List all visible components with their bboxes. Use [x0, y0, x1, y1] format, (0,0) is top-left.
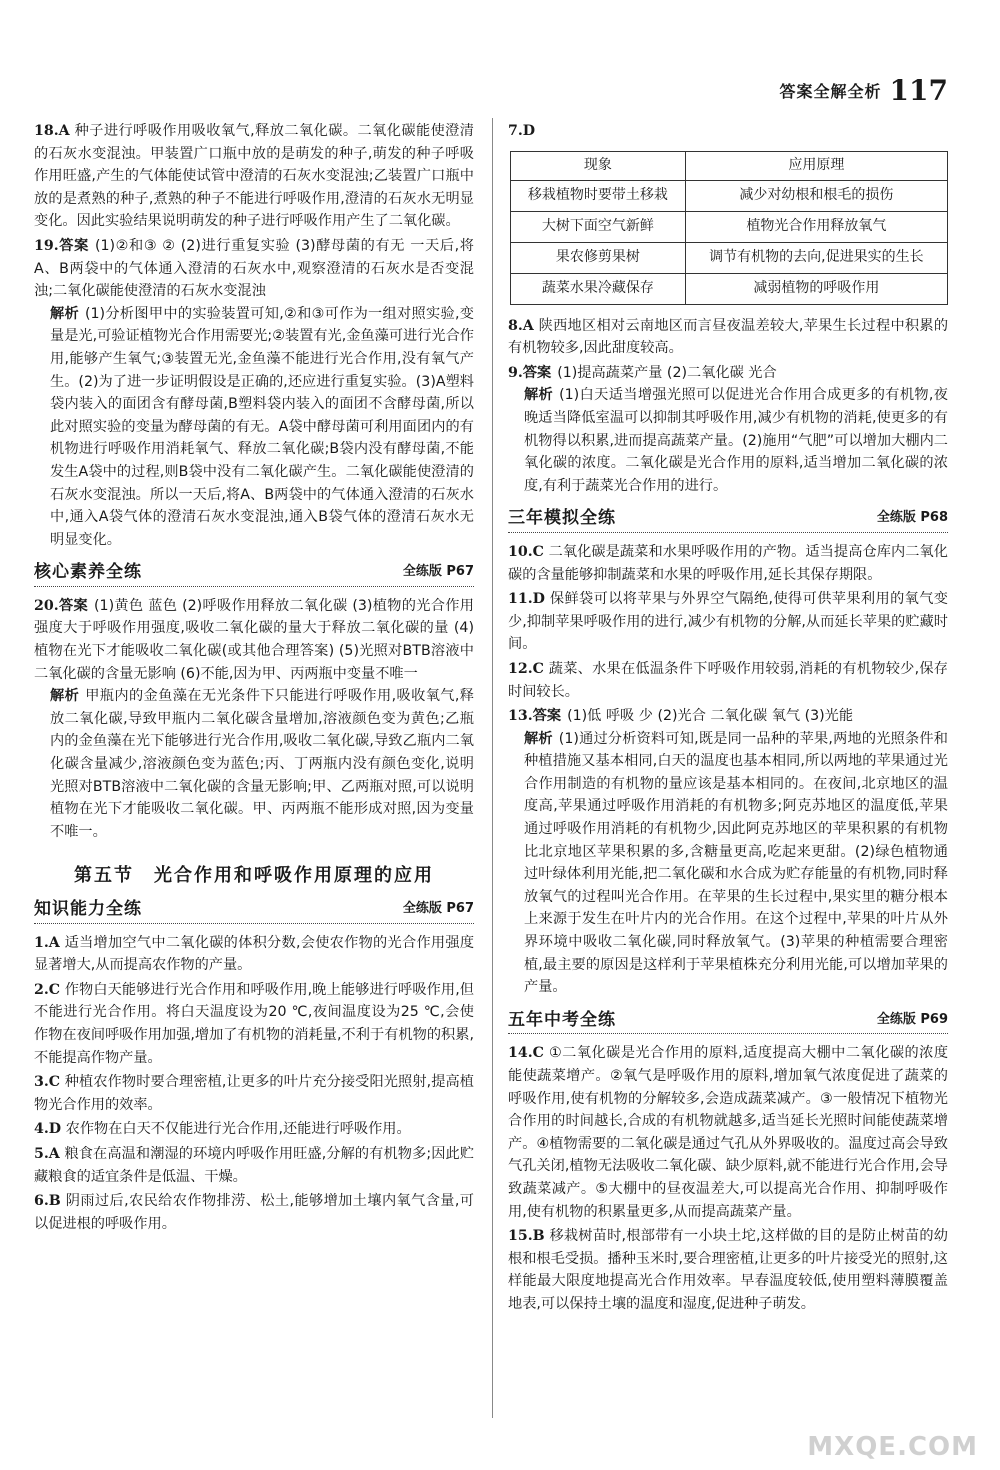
item-text: 种植农作物时要合理密植,让更多的叶片充分接受阳光照射,提高植物光合作用的效率。 — [34, 1074, 474, 1113]
item-number: 14.C — [508, 1045, 544, 1062]
page-number: 117 — [889, 74, 948, 107]
section-title: 三年模拟全练 — [508, 508, 616, 529]
answer-label: 答案 — [522, 364, 552, 381]
table-cell: 减少对幼根和根毛的损伤 — [685, 180, 947, 211]
left-column — [34, 120, 474, 1237]
answer-item-6 — [34, 1190, 474, 1235]
item-number: 15.B — [508, 1228, 545, 1245]
item-text: 保鲜袋可以将苹果与外界空气隔绝,使得可供苹果利用的氧气变少,抑制苹果呼吸作用的进行,减少有机物的分解,从而延长苹果的贮藏时间。 — [508, 591, 948, 653]
table-cell: 蔬菜水果冷藏保存 — [511, 273, 686, 304]
answer-item-18 — [34, 120, 474, 233]
explanation — [508, 728, 948, 999]
table-row — [511, 242, 948, 273]
item-number: 10.C — [508, 543, 544, 560]
answer-item-14 — [508, 1042, 948, 1223]
item-text: 阴雨过后,农民给农作物排涝、松土,能够增加土壤内氧气含量,可以促进根的呼吸作用。 — [34, 1193, 474, 1232]
table-cell: 移栽植物时要带土移栽 — [511, 180, 686, 211]
table-cell: 减弱植物的呼吸作用 — [685, 273, 947, 304]
explanation-label: 解析 — [524, 730, 553, 747]
item-text: 二氧化碳是蔬菜和水果呼吸作用的产物。适当提高仓库内二氧化碳的含量能够抑制蔬菜和水果的呼吸作用,延长其保存期限。 — [508, 543, 948, 583]
explanation-text: (1)通过分析资料可知,既是同一品种的苹果,两地的光照条件和种植措施又基本相同,白天的温度也基本相同,所以两地的苹果通过光合作用制造的有机物的量应该是基本相同的。在夜间,北京地区的温度高,苹果通过呼吸作用消耗的有机物多;阿克苏地区的温度低,苹果通过呼吸作用消耗的有机物少,因此阿克苏地区的苹果积累的有机物比北京地区苹果积累的多,含糖量更高,吃起来更甜。(2)绿色植物通过叶绿体利用光能,把二氧化碳和水合成为贮存能量的有机物,同时释放氧气的过程叫光合作用。在苹果的生长过程中,果实里的糖分根本上来源于发生在叶片内的光合作用。在这个过程中,苹果的叶片从外界环境中吸收二氧化碳,同时释放氧气。(3)苹果的种植需要合理密植,最主要的原因是这样利于苹果植株充分利用光能,可以增加苹果的产量。 — [524, 730, 948, 996]
item-number: 11.D — [508, 591, 545, 608]
answer-label: 答案 — [58, 597, 89, 614]
answer-item-1 — [34, 932, 474, 977]
item-number: 18.A — [34, 123, 70, 139]
answer-item-19 — [34, 235, 474, 551]
explanation-text: 甲瓶内的金鱼藻在无光条件下只能进行呼吸作用,吸收氧气,释放二氧化碳,导致甲瓶内二氧化碳含量增加,溶液颜色变为黄色;乙瓶内的金鱼藻在光下能够进行光合作用,吸收二氧化碳,导致乙瓶内二氧化碳含量减少,溶液颜色变为蓝色;丙、丁两瓶内没有颜色变化,说明光照对BTB溶液中二氧化碳的含量无影响;甲、乙两瓶对照,可以说明植物在光下才能吸收二氧化碳。甲、丙两瓶不能形成对照,因为变量不唯一。 — [50, 688, 474, 840]
answer-item-15 — [508, 1225, 948, 1315]
item-text: 粮食在高温和潮湿的环境内呼吸作用旺盛,分解的有机物多;因此贮藏粮食的适宜条件是低温、干燥。 — [34, 1145, 475, 1185]
explanation — [34, 685, 474, 843]
answer-item-11 — [508, 588, 948, 656]
item-number: 12.C — [508, 660, 544, 677]
section-header-knowledge — [34, 898, 474, 924]
item-number: 19. — [34, 237, 59, 254]
item-number: 7.D — [508, 123, 536, 139]
page-header — [780, 74, 948, 107]
item-text: ①二氧化碳是光合作用的原料,适度提高大棚中二氧化碳的浓度能使蔬菜增产。②氧气是呼吸作用的原料,增加氧气浓度促进了蔬菜的呼吸作用,使有机物的分解较多,会造成蔬菜减产。③一般情况下植物光合作用的时间越长,合成的有机物就越多,适当延长光照时间能使蔬菜增产。④植物需要的二氧化碳是通过气孔从外界吸收的。温度过高会导致气孔关闭,植物无法吸收二氧化碳、缺少原料,就不能进行光合作用,会导致蔬菜减产。⑤大棚中的昼夜温差大,可以提高光合作用、抑制呼吸作用,使有机物的积累量更多,从而提高蔬菜产量。 — [508, 1045, 949, 1220]
answer-item-13 — [508, 705, 948, 999]
section-ref: 全练版 P68 — [876, 510, 948, 526]
header-title: 答案全解全析 — [779, 82, 882, 101]
explanation — [34, 303, 474, 552]
answer-item-8 — [508, 315, 948, 360]
explanation-text: (1)白天适当增强光照可以促进光合作用合成更多的有机物,夜晚适当降低室温可以抑制其呼吸作用,减少有机物的消耗,使更多的有机物得以积累,进而提高蔬菜产量。(2)施用“气肥”可以增加大棚内二氧化碳的浓度。二氧化碳是光合作用的原料,适当增加二氧化碳的浓度,有利于蔬菜光合作用的进行。 — [524, 387, 948, 494]
table-cell: 调节有机物的去向,促进果实的生长 — [685, 242, 947, 273]
item-number: 1.A — [34, 934, 60, 951]
answer-text: (1)低 呼吸 少 (2)光合 二氧化碳 氧气 (3)光能 — [567, 708, 854, 725]
item-number: 6.B — [34, 1193, 61, 1210]
explanation-label: 解析 — [50, 305, 79, 322]
right-column — [508, 120, 948, 1318]
section-title: 核心素养全练 — [34, 562, 142, 583]
table-header: 应用原理 — [685, 151, 947, 180]
item-text: 蔬菜、水果在低温条件下呼吸作用较弱,消耗的有机物较少,保存时间较长。 — [508, 660, 948, 700]
table-cell: 果农修剪果树 — [511, 242, 686, 273]
section-header-three-year — [508, 507, 948, 533]
answer-item-4 — [34, 1118, 474, 1141]
answer-item-10 — [508, 541, 948, 586]
section-title: 五年中考全练 — [508, 1009, 616, 1030]
table-row — [511, 273, 948, 304]
answer-item-12 — [508, 658, 948, 703]
table-cell: 大树下面空气新鲜 — [511, 211, 686, 242]
item-number: 13. — [508, 708, 533, 725]
item-text: 农作物在白天不仅能进行光合作用,还能进行呼吸作用。 — [65, 1121, 411, 1138]
explanation-text: (1)分析图甲中的实验装置可知,②和③可作为一组对照实验,变量是光,可验证植物光合作用需要光;②装置有光,金鱼藻可进行光合作用,能够产生氧气;③装置无光,金鱼藻不能进行光合作用,没有氧气产生。(2)为了进一步证明假设是正确的,还应进行重复实验。(3)A塑料袋内装入的面团含有酵母菌,B塑料袋内装入的面团不含酵母菌,所以此对照实验的变量为酵母菌的有无。A袋中酵母菌可利用面团内的有机物进行呼吸作用消耗氧气、释放二氧化碳;B袋内没有酵母菌,不能发生A袋中的过程,则B袋中没有二氧化碳产生。二氧化碳能使澄清的石灰水变混浊。所以一天后,将A、B两袋中的气体通入澄清的石灰水中,通入A袋气体的澄清石灰水变混浊,通入B袋气体的澄清石灰水无明显变化。 — [50, 305, 474, 548]
answer-item-7 — [508, 120, 948, 143]
answer-item-5 — [34, 1143, 474, 1188]
answer-text: (1)黄色 蓝色 (2)呼吸作用释放二氧化碳 (3)植物的光合作用强度大于呼吸作用强度,吸收二氧化碳的量大于释放二氧化碳的量 (4)植物在光下才能吸收二氧化碳(或其他合理答案) (5)光照对BTB溶液中二氧化碳的含量无影响 (6)不能,因为甲、丙两瓶中变量不唯一 — [34, 597, 474, 682]
section-header-five-year — [508, 1009, 948, 1035]
answer-item-20 — [34, 595, 474, 844]
table-row — [511, 211, 948, 242]
item-text: 种子进行呼吸作用吸收氧气,释放二氧化碳。二氧化碳能使澄清的石灰水变混浊。甲装置广口瓶中放的是萌发的种子,萌发的种子呼吸作用旺盛,产生的气体能使试管中澄清的石灰水变混浊;乙装置广口瓶中放的是煮熟的种子,煮熟的种子不能进行呼吸作用,澄清的石灰水无明显变化。因此实验结果说明萌发的种子进行呼吸作用产生了二氧化碳。 — [34, 123, 474, 230]
item-number: 4.D — [34, 1121, 62, 1138]
item-text: 移栽树苗时,根部带有一小块土坨,这样做的目的是防止树苗的幼根和根毛受损。播种玉米时,要合理密植,让更多的叶片接受光的照射,这样能最大限度地提高光合作用效率。早春温度较低,使用塑料薄膜覆盖地表,可以保持土壤的温度和湿度,促进种子萌发。 — [508, 1228, 948, 1312]
section-header-core — [34, 561, 474, 587]
section-ref: 全练版 P69 — [876, 1011, 948, 1027]
application-table — [510, 151, 948, 305]
section-ref: 全练版 P67 — [402, 901, 474, 916]
answer-item-9 — [508, 362, 948, 498]
answer-item-3 — [34, 1071, 474, 1116]
chapter-title: 第五节 光合作用和呼吸作用原理的应用 — [74, 865, 434, 887]
answer-text: (1)②和③ ② (2)进行重复实验 (3)酵母菌的有无 一天后,将A、B两袋中的气体通入澄清的石灰水中,观察澄清的石灰水是否变混浊;二氧化碳能使澄清的石灰水变混浊 — [34, 237, 474, 300]
explanation-label: 解析 — [524, 387, 554, 404]
item-number: 5.A — [34, 1145, 60, 1162]
section-title: 知识能力全练 — [34, 899, 142, 919]
answer-text: (1)提高蔬菜产量 (2)二氧化碳 光合 — [557, 364, 777, 381]
item-number: 8.A — [508, 317, 534, 334]
table-row — [511, 180, 948, 211]
explanation — [508, 384, 948, 497]
table-header: 现象 — [511, 151, 686, 180]
answer-label: 答案 — [532, 708, 562, 725]
answer-label: 答案 — [58, 237, 89, 254]
item-text: 作物白天能够进行光合作用和呼吸作用,晚上能够进行呼吸作用,但不能进行光合作用。将白天温度设为20 ℃,夜间温度设为25 ℃,会使作物在夜间呼吸作用加强,增加了有机物的消耗量,不利于有机物的积累,不能提高作物产量。 — [34, 981, 474, 1066]
watermark: MXQE.COM — [807, 1432, 978, 1462]
item-number: 20. — [34, 597, 59, 614]
explanation-label: 解析 — [50, 688, 80, 705]
item-text: 陕西地区相对云南地区而言昼夜温差较大,苹果生长过程中积累的有机物较多,因此甜度较高。 — [508, 317, 949, 357]
item-number: 9. — [508, 364, 523, 381]
item-text: 适当增加空气中二氧化碳的体积分数,会使农作物的光合作用强度显著增大,从而提高农作物的产量。 — [34, 934, 475, 974]
table-cell: 植物光合作用释放氧气 — [685, 211, 947, 242]
answer-item-2 — [34, 979, 474, 1069]
column-divider — [492, 118, 493, 1418]
section-ref: 全练版 P67 — [402, 564, 474, 580]
item-number: 2.C — [34, 981, 61, 998]
item-number: 3.C — [34, 1074, 61, 1091]
table-header-row — [511, 151, 948, 180]
